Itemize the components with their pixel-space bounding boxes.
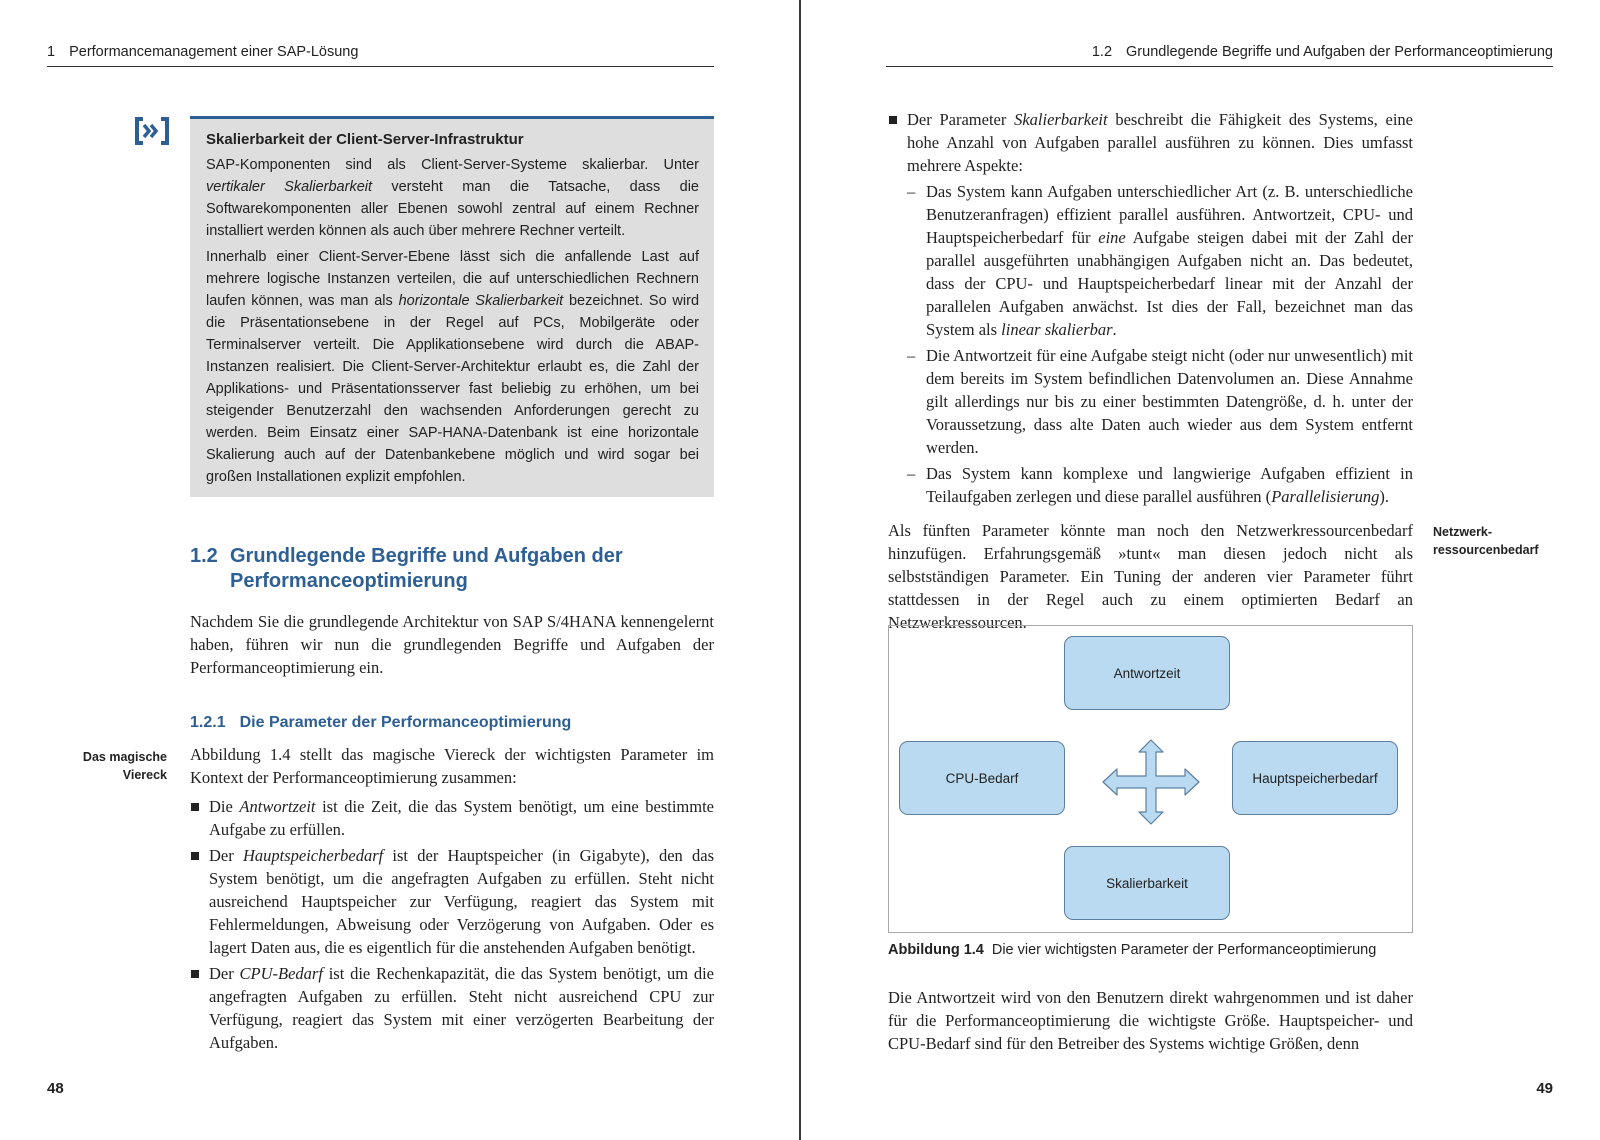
info-box-paragraph-2: Innerhalb einer Client-Server-Ebene lässt sich die anfallende Last auf mehrere logische Instanzen verteilen, die auf unterschiedlichen Rechnern laufen können, was man als horizontale Skalierbarkeit bezeichnet. So wird die Präsentationsebene in der Regel auf PCs, Mobilgeräte oder Terminalserver verteilt. Die Applikationsebene wird durch die ABAP-Instanzen realisiert. Die Client-Server-Architektur erlaubt es, die Zahl der Applikations- und Präsentationsserver fast beliebig zu erhöhen, um bei steigender Benutzerzahl den wachsenden Anforderungen gerecht zu werden. Beim Einsatz einer SAP-HANA-Datenbank ist eine horizontale Skalierung auch auf der Datenbankebene möglich und wird sogar bei großen Installationen explizit empfohlen.: [206, 249, 700, 485]
list-item: – Das System kann komplexe und langwierige Aufgaben effizient in Teilaufgaben zerlegen und diese parallel ausführen (Parallelisierung).: [907, 462, 1413, 508]
figure-magic-square: [888, 625, 1413, 933]
subsection-body: [190, 743, 714, 1057]
list-item: – Die Antwortzeit für eine Aufgabe steigt nicht (oder nur unwesentlich) mit dem bereits im System befindlichen Datenvolumen an. Diese Annahme gilt allerdings nur bis zu einer bestimmten Datengröße, d. h. unter der Voraussetzung, dass alte Daten auch wieder aus dem System entfernt werden.: [907, 344, 1413, 459]
page-number-left: 48: [47, 1080, 64, 1097]
list-item: Der Parameter Skalierbarkeit beschreibt die Fähigkeit des Systems, eine hohe Anzahl von Aufgaben parallel ausführen zu können. Dies umfasst mehrere Aspekte: – Das System kann Aufgaben unterschiedlicher Art (z. B. unterschiedliche Benutzeranfragen) effizient parallel ausführen. Antwortzeit, CPU- und Hauptspeicherbedarf für eine Aufgabe steigen dabei mit der Zahl der parallel ausgeführten unabhängigen Aufgaben nicht an. Das bedeutet, dass der CPU- und Hauptspeicherbedarf linear mit der Anzahl der parallelen Aufgaben anwächst. Ist dies der Fall, bezeichnet man das System als linear skalierbar. – Die Antwortzeit für eine Aufgabe steigt nicht (oder nur unwesentlich) mit dem bereits im System befindlichen Datenvolumen an. Diese Annahme gilt allerdings nur bis zu einer bestimmten Datengröße, d. h. unter der Voraussetzung, dass alte Daten auch wieder aus dem System entfernt werden. – Das System kann komplexe und langwierige Aufgaben effizient in Teilaufgaben zerlegen und diese parallel ausführen (Parallelisierung).: [888, 108, 1413, 508]
book-spine: [799, 0, 801, 1140]
node-cpu-bedarf: CPU-Bedarf: [899, 741, 1065, 815]
node-skalierbarkeit: Skalierbarkeit: [1064, 846, 1230, 920]
list-item: Die Antwortzeit ist die Zeit, die das System benötigt, um eine bestimmte Aufgabe zu erfüllen.: [190, 795, 714, 841]
subsection-intro: Abbildung 1.4 stellt das magische Viereck der wichtigsten Parameter im Kontext der Performanceoptimierung zusammen:: [190, 745, 714, 787]
four-way-arrow-icon: [1101, 738, 1201, 826]
section-heading: 1.2 Grundlegende Begriffe und Aufgaben der Performanceoptimierung: [190, 545, 623, 592]
list-item: Der CPU-Bedarf ist die Rechenkapazität, die das System benötigt, um die angefragten Aufgaben zu erfüllen. Steht nicht ausreichend CPU zur Verfügung, reagiert das System mit einer verzögerten Bearbeitung der Aufgaben.: [190, 962, 714, 1054]
scalability-list: [888, 108, 1413, 508]
info-box-title: Skalierbarkeit der Client-Server-Infrastruktur: [206, 131, 524, 148]
chapter-number: 1: [47, 44, 56, 60]
chapter-title: Performancemanagement einer SAP-Lösung: [69, 44, 359, 60]
margin-note-magic-square: Das magische Viereck: [82, 750, 167, 782]
subsection-heading: 1.2.1 Die Parameter der Performanceoptimierung: [190, 714, 572, 731]
running-head-left: [47, 42, 714, 67]
list-item: Der Hauptspeicherbedarf ist der Hauptspeicher (in Gigabyte), den das System benötigt, um die angefragten Aufgaben zu erfüllen. Steht nicht ausreichend Hauptspeicher zur Verfügung, reagiert das System mit Fehlermeldungen, Abweisung oder Verzögerung von Aufgaben. Oder es lagert Daten aus, die es eigentlich für die anstehenden Aufgaben benötigt.: [190, 844, 714, 959]
info-box-paragraph-1: SAP-Komponenten sind als Client-Server-Systeme skalierbar. Unter vertikaler Skalierbarkeit versteht man die Tatsache, dass die Softwarekomponenten aller Ebenen sowohl zentral auf einem Rechner installiert werden können als auch über mehrere Rechner verteilt.: [206, 157, 699, 239]
section-number: 1.2: [1091, 44, 1113, 60]
page-number-right: 49: [1536, 1080, 1553, 1097]
info-box-icon: [134, 116, 170, 146]
parameter-list: [190, 795, 714, 1054]
node-antwortzeit: Antwortzeit: [1064, 636, 1230, 710]
scalability-block: [888, 108, 1413, 511]
aspect-list: [907, 180, 1413, 508]
node-hauptspeicherbedarf: Hauptspeicherbedarf: [1232, 741, 1398, 815]
margin-note-network: Netzwerk- ressourcenbedarf: [1433, 525, 1539, 557]
closing-paragraph: Die Antwortzeit wird von den Benutzern direkt wahrgenommen und ist daher für die Performanceoptimierung die wichtigste Größe. Hauptspeicher- und CPU-Bedarf sind für den Betreiber des Systems wichtige Größen, denn: [888, 988, 1413, 1053]
network-paragraph: Als fünften Parameter könnte man noch den Netzwerkressourcenbedarf hinzufügen. Erfahrungsgemäß »tunt« man diesen jedoch nicht als selbstständigen Parameter. Ein Tuning der anderen vier Parameter führt stattdessen in der Regel auch zu einem optimierten Bedarf an Netzwerkressourcen.: [888, 521, 1413, 632]
list-item: – Das System kann Aufgaben unterschiedlicher Art (z. B. unterschiedliche Benutzeranfragen) effizient parallel ausführen. Antwortzeit, CPU- und Hauptspeicherbedarf für eine Aufgabe steigen dabei mit der Zahl der parallel ausgeführten unabhängigen Aufgaben nicht an. Das bedeutet, dass der CPU- und Hauptspeicherbedarf linear mit der Anzahl der parallelen Aufgaben anwächst. Ist dies der Fall, bezeichnet man das System als linear skalierbar.: [907, 180, 1413, 341]
running-head-right: [886, 42, 1553, 67]
section-intro: Nachdem Sie die grundlegende Architektur von SAP S/4HANA kennengelernt haben, führen wir nun die grundlegenden Begriffe und Aufgaben der Performanceoptimierung ein.: [190, 612, 714, 677]
section-title: Grundlegende Begriffe und Aufgaben der Performanceoptimierung: [1126, 44, 1553, 60]
figure-caption: Abbildung 1.4 Die vier wichtigsten Parameter der Performanceoptimierung: [888, 942, 1377, 958]
info-box: [190, 116, 714, 497]
